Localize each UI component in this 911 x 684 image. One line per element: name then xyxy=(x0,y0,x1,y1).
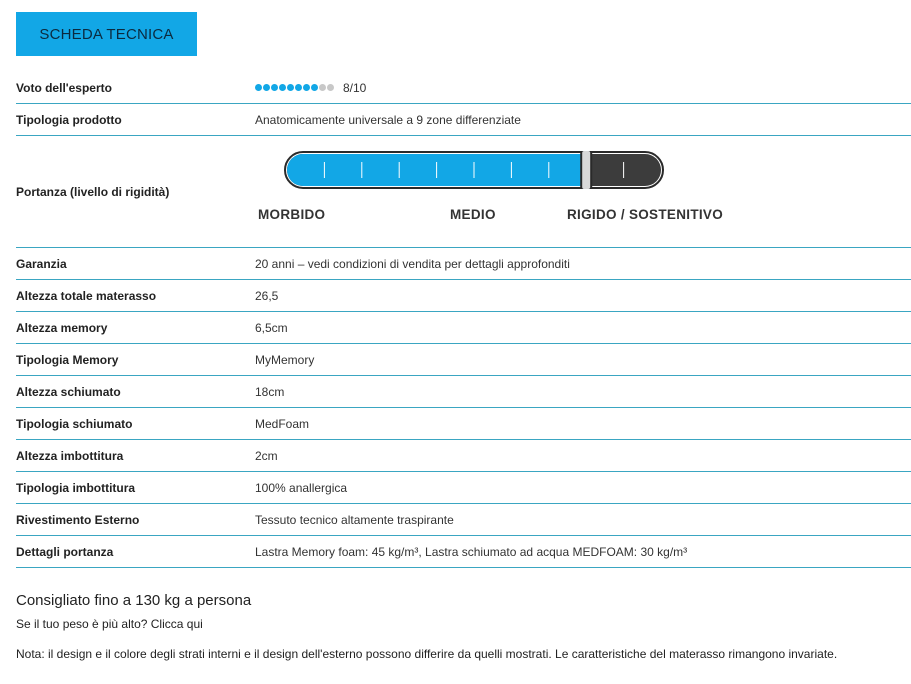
rating-dot-empty xyxy=(319,84,326,91)
table-row xyxy=(16,312,911,344)
scale-label-firm: RIGIDO / SOSTENITIVO xyxy=(567,207,724,222)
row-value: 6,5cm xyxy=(255,312,911,344)
row-label: Dettagli portanza xyxy=(16,536,255,568)
row-label: Rivestimento Esterno xyxy=(16,504,255,536)
rating-dot-filled xyxy=(311,84,318,91)
rating-dot-filled xyxy=(263,84,270,91)
firmness-value xyxy=(255,136,911,248)
recommendation-text: Consigliato fino a 130 kg a persona xyxy=(16,592,252,609)
row-value: 20 anni – vedi condizioni di vendita per dettagli approfonditi xyxy=(255,248,911,280)
typology-value: Anatomicamente universale a 9 zone differenziate xyxy=(255,104,911,136)
scale-label-soft: MORBIDO xyxy=(258,207,326,222)
table-row xyxy=(16,440,911,472)
row-value: Tessuto tecnico altamente traspirante xyxy=(255,504,911,536)
row-value: MedFoam xyxy=(255,408,911,440)
typology-label: Tipologia prodotto xyxy=(16,104,255,136)
row-label: Tipologia Memory xyxy=(16,344,255,376)
rating-label: Voto dell'esperto xyxy=(16,72,255,104)
firmness-scale xyxy=(255,136,911,247)
table-row xyxy=(16,104,911,136)
firmness-gauge xyxy=(284,151,664,189)
table-row xyxy=(16,504,911,536)
table-row xyxy=(16,472,911,504)
row-label: Garanzia xyxy=(16,248,255,280)
specs-table xyxy=(16,72,911,568)
rating-dot-filled xyxy=(279,84,286,91)
rating-dot-empty xyxy=(327,84,334,91)
rating-score: 8/10 xyxy=(343,80,367,95)
row-value: 100% anallergica xyxy=(255,472,911,504)
row-label: Altezza schiumato xyxy=(16,376,255,408)
table-row xyxy=(16,408,911,440)
rating-dot-filled xyxy=(287,84,294,91)
row-value: 26,5 xyxy=(255,280,911,312)
row-value: 2cm xyxy=(255,440,911,472)
scheda-tecnica-tab[interactable]: SCHEDA TECNICA xyxy=(16,12,197,56)
table-row xyxy=(16,136,911,248)
rating-value xyxy=(255,72,911,104)
disclaimer-note: Nota: il design e il colore degli strati interni e il design dell'esterno possono differire da quelli mostrati. Le caratteristiche del materasso rimangono invariate. xyxy=(16,647,838,661)
weight-question-text: Se il tuo peso è più alto? xyxy=(16,617,151,631)
table-row xyxy=(16,376,911,408)
rating-dots xyxy=(255,84,334,91)
rating-dot-filled xyxy=(271,84,278,91)
table-row xyxy=(16,344,911,376)
row-label: Tipologia schiumato xyxy=(16,408,255,440)
rating-dot-filled xyxy=(295,84,302,91)
row-label: Altezza totale materasso xyxy=(16,280,255,312)
scale-label-medium: MEDIO xyxy=(450,207,496,222)
firmness-label: Portanza (livello di rigidità) xyxy=(16,136,255,248)
rating-dot-filled xyxy=(303,84,310,91)
table-row xyxy=(16,248,911,280)
row-label: Altezza imbottitura xyxy=(16,440,255,472)
table-row xyxy=(16,72,911,104)
row-value: Lastra Memory foam: 45 kg/m³, Lastra schiumato ad acqua MEDFOAM: 30 kg/m³ xyxy=(255,536,911,568)
row-label: Altezza memory xyxy=(16,312,255,344)
row-label: Tipologia imbottitura xyxy=(16,472,255,504)
click-here-link[interactable]: Clicca qui xyxy=(150,617,203,631)
table-row xyxy=(16,536,911,568)
row-value: 18cm xyxy=(255,376,911,408)
row-value: MyMemory xyxy=(255,344,911,376)
weight-question xyxy=(16,617,203,631)
table-row xyxy=(16,280,911,312)
gauge-handle xyxy=(581,151,591,189)
rating-dot-filled xyxy=(255,84,262,91)
